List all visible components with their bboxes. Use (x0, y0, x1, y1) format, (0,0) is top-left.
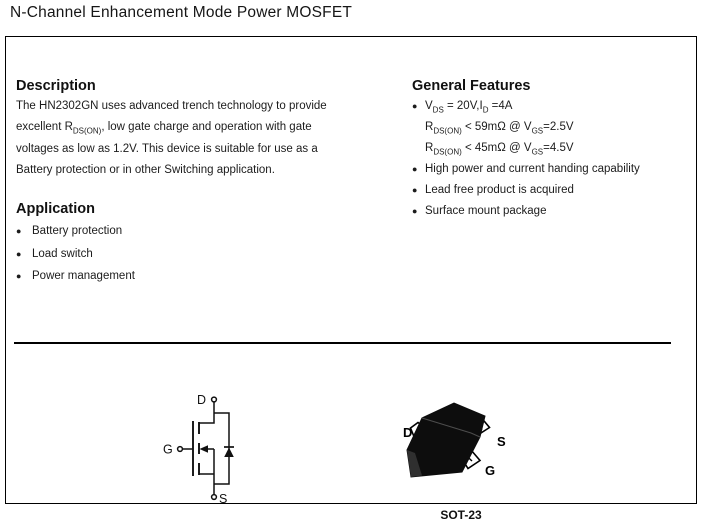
list-item (412, 117, 698, 138)
drain-terminal (212, 397, 217, 402)
list-item-label: Battery protection (32, 225, 123, 238)
source-terminal (212, 495, 217, 500)
description-line: The HN2302GN uses advanced trench technology to provide (16, 100, 327, 112)
feature-text: $R_{DS(ON)} < 45m\Omega$ @ $V_{GS}=4.5V$ (425, 142, 574, 157)
feature-text: $V_{DS} = 20V,I_D =4A$ (425, 100, 513, 115)
horizontal-rule (14, 342, 671, 344)
list-item (412, 159, 698, 180)
list-item (16, 243, 404, 266)
description-line: excellent $R_{DS(ON)}$, low gate charge and operation with gate (16, 121, 312, 136)
bullet-icon: ● (412, 164, 418, 174)
drain-pin-label: D (197, 393, 207, 407)
list-item (412, 96, 698, 117)
bullet-icon: ● (16, 271, 22, 282)
feature-text: High power and current handing capability (425, 163, 640, 175)
application-heading: Application (16, 201, 95, 218)
feature-text: Surface mount package (425, 205, 547, 217)
list-item (412, 180, 698, 201)
package-caption: SOT-23 (440, 508, 482, 522)
feature-text: $R_{DS(ON)} < 59m\Omega$ @ $V_{GS}=2.5V$ (425, 121, 574, 136)
description-line: voltages as low as 1.2V. This device is suitable for use as a (16, 142, 318, 155)
diode-triangle (224, 448, 234, 458)
bullet-icon: ● (16, 248, 22, 259)
description-paragraph (16, 96, 404, 181)
gate-pin-label: G (163, 442, 173, 457)
bullet-icon: ● (412, 185, 418, 195)
description-line: Battery protection or in other Switching application. (16, 163, 275, 176)
bullet-icon: ● (16, 226, 22, 237)
feature-text: Lead free product is acquired (425, 184, 574, 196)
list-item (412, 138, 698, 159)
bullet-icon: ● (412, 206, 418, 216)
bullet-icon: ● (412, 101, 418, 111)
list-item (16, 220, 404, 243)
page-title: N-Channel Enhancement Mode Power MOSFET (10, 4, 353, 21)
body-arrow (200, 445, 209, 453)
left-column (16, 79, 404, 288)
package-gate-label: G (485, 463, 496, 478)
diode-branch-wire (214, 413, 229, 484)
sot23-package-drawing (401, 397, 521, 489)
source-pin-label: S (219, 492, 228, 506)
right-column (412, 79, 698, 222)
content-box (5, 36, 697, 522)
source-wire (199, 449, 214, 495)
description-heading: Description (16, 78, 96, 94)
list-item (412, 201, 698, 222)
features-heading: General Features (412, 78, 531, 94)
mosfet-symbol-drawing (161, 389, 251, 509)
application-list (16, 220, 404, 288)
gate-terminal (178, 447, 183, 452)
list-item-label: Power management (32, 270, 135, 283)
package-source-label: S (497, 434, 506, 449)
list-item (16, 265, 404, 288)
features-list (412, 96, 698, 222)
list-item-label: Load switch (32, 247, 93, 260)
package-drain-label: D (403, 425, 413, 440)
